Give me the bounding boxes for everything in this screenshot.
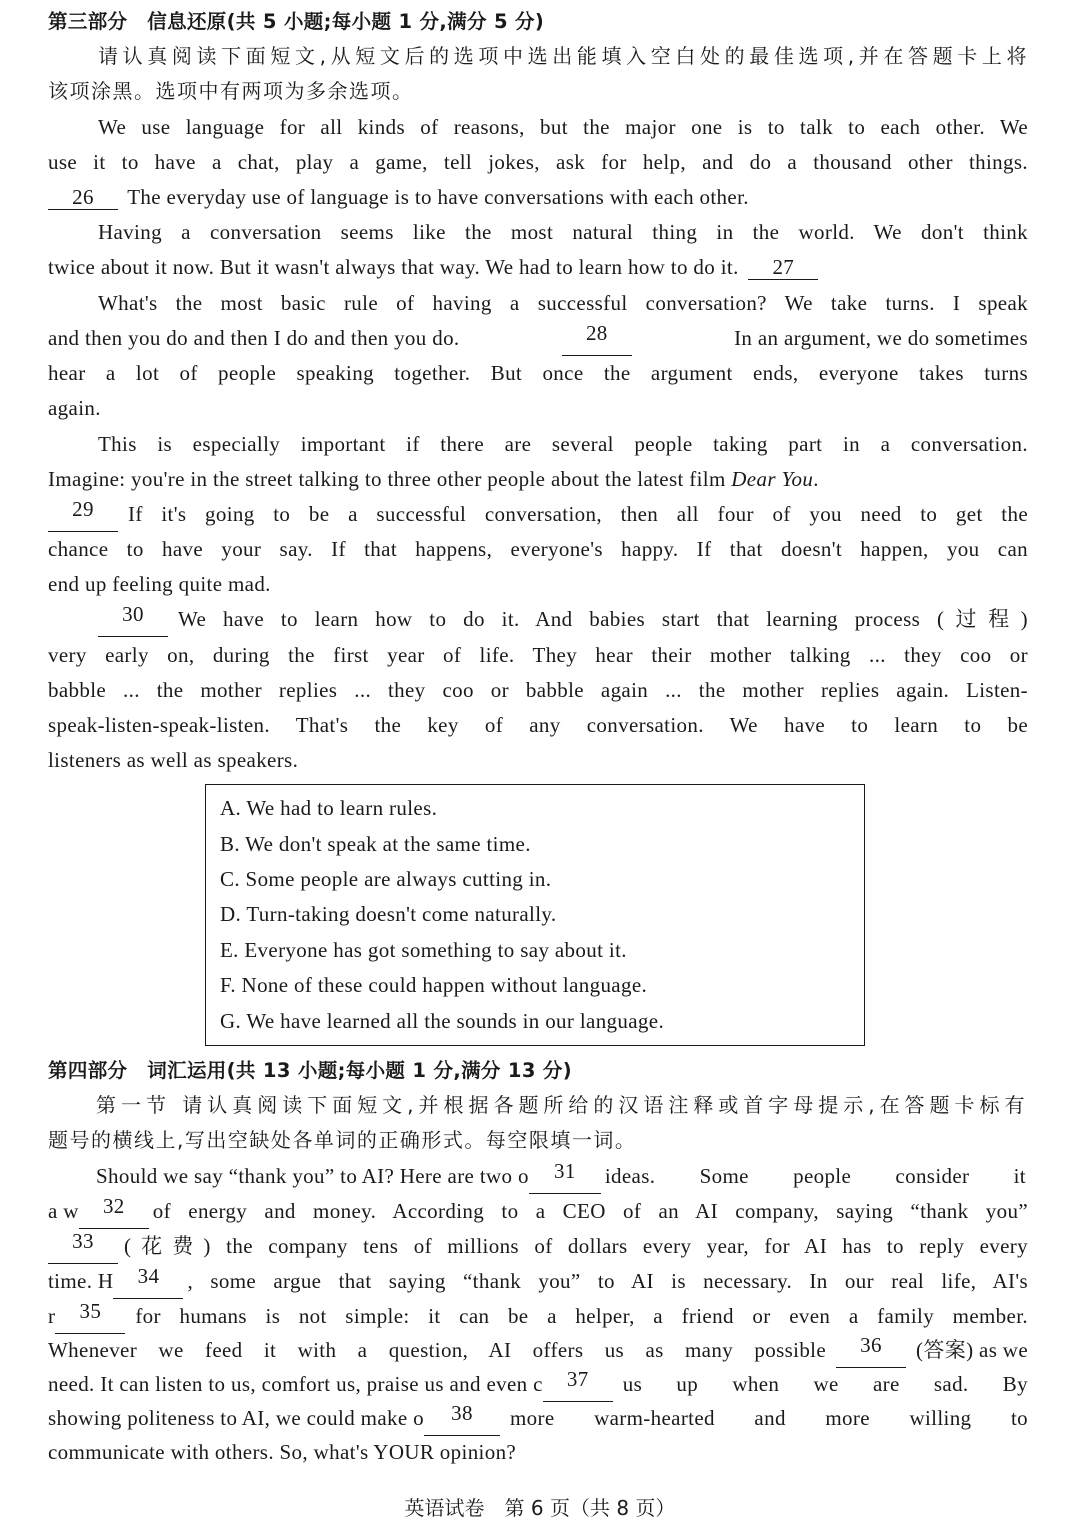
p4-line3 bbox=[48, 497, 1028, 532]
p6-line1 bbox=[96, 1159, 1026, 1194]
p6-line6-text-a: Whenever we feed it with a question, AI offers us as many possible bbox=[48, 1338, 827, 1362]
film-title: Dear You bbox=[731, 467, 814, 491]
p6-line2 bbox=[48, 1194, 1028, 1229]
p2-line2 bbox=[48, 250, 1028, 285]
p6-line8-text-a: showing politeness to AI, we could make o bbox=[48, 1406, 424, 1430]
p5-line1-text: We have to learn how to do it. And babies start that learning process (过程) bbox=[178, 607, 1028, 631]
p4-line4: chance to have your say. If that happens, everyone's happy. If that doesn't happen, you can bbox=[48, 537, 1028, 561]
p6-line6-text-b: (答案) as we bbox=[916, 1338, 1028, 1362]
p6-line2-text-b: of energy and money. According to a CEO of an AI company, saying “thank you” bbox=[152, 1199, 1028, 1223]
p6-line7-text-b: us up when we are sad. By bbox=[622, 1372, 1028, 1396]
p5-line1 bbox=[98, 602, 1028, 637]
p3-line4: again. bbox=[48, 396, 101, 420]
p6-line2-text-a: a w bbox=[48, 1199, 79, 1223]
p6-line4-text-a: time. H bbox=[48, 1269, 114, 1293]
p1-line3-text: The everyday use of language is to have conversations with each other. bbox=[127, 185, 749, 209]
option-b[interactable]: B. We don't speak at the same time. bbox=[220, 832, 531, 856]
blank-28[interactable]: 28 bbox=[562, 321, 632, 356]
p4-line2 bbox=[48, 462, 1028, 497]
p3-line2 bbox=[48, 321, 1028, 356]
p3-line3: hear a lot of people speaking together. But once the argument ends, everyone takes turns bbox=[48, 361, 1028, 385]
p3-line2-text-b: In an argument, we do sometimes bbox=[734, 326, 1028, 350]
p4-line3-text: If it's going to be a successful conversation, then all four of you need to get the bbox=[128, 502, 1028, 526]
p4-line1: This is especially important if there are several people taking part in a conversation. bbox=[98, 432, 1028, 456]
p6-line3 bbox=[48, 1229, 1028, 1264]
blank-34[interactable]: 34 bbox=[113, 1264, 183, 1299]
p6-line3-text: (花费) the company tens of millions of dollars every year, for AI has to reply every bbox=[124, 1234, 1028, 1258]
option-a[interactable]: A. We had to learn rules. bbox=[220, 796, 438, 820]
p1-line2: use it to have a chat, play a game, tell jokes, ask for help, and do a thousand other things. bbox=[48, 150, 1028, 174]
p4-line2-text: Imagine: you're in the street talking to three other people about the latest film bbox=[48, 467, 726, 491]
blank-38[interactable]: 38 bbox=[424, 1401, 500, 1436]
p2-line1: Having a conversation seems like the most natural thing in the world. We don't think bbox=[98, 220, 1028, 244]
p6-line1-text-a: Should we say “thank you” to AI? Here are two o bbox=[96, 1164, 529, 1188]
part3-instruction-line1: 请认真阅读下面短文,从短文后的选项中选出能填入空白处的最佳选项,并在答题卡上将 bbox=[98, 44, 1028, 68]
blank-26[interactable]: 26 bbox=[48, 185, 118, 210]
blank-30[interactable]: 30 bbox=[98, 602, 168, 637]
p1-line3 bbox=[48, 180, 1028, 215]
option-c[interactable]: C. Some people are always cutting in. bbox=[220, 867, 552, 891]
p5-line4: speak-listen-speak-listen. That's the key of any conversation. We have to learn to be bbox=[48, 713, 1028, 737]
page-footer: 英语试卷 第 6 页（共 8 页） bbox=[404, 1496, 676, 1520]
p6-line4-text-b: , some argue that saying “thank you” to AI is necessary. In our real life, AI's bbox=[187, 1269, 1028, 1293]
part4-heading: 第四部分 词汇运用(共 13 小题;每小题 1 分,满分 13 分) bbox=[48, 1059, 573, 1082]
p5-line2: very early on, during the first year of life. They hear their mother talking ... they coo or bbox=[48, 643, 1028, 667]
part3-instruction-line2: 该项涂黑。选项中有两项为多余选项。 bbox=[48, 79, 414, 103]
p3-line2-text-a: and then you do and then I do and then you do. bbox=[48, 326, 460, 350]
option-d[interactable]: D. Turn-taking doesn't come naturally. bbox=[220, 902, 557, 926]
p6-line8 bbox=[48, 1401, 1028, 1436]
p6-line5-text-a: r bbox=[48, 1304, 56, 1328]
blank-29[interactable]: 29 bbox=[48, 497, 118, 532]
blank-32[interactable]: 32 bbox=[79, 1194, 149, 1229]
p2-line2-text: twice about it now. But it wasn't always that way. We had to learn how to do it. bbox=[48, 255, 739, 279]
p6-line9: communicate with others. So, what's YOUR opinion? bbox=[48, 1440, 517, 1464]
blank-35[interactable]: 35 bbox=[55, 1299, 125, 1334]
p6-line4 bbox=[48, 1264, 1028, 1299]
p6-line8-text-b: more warm-hearted and more willing to bbox=[509, 1406, 1028, 1430]
p6-line5 bbox=[48, 1299, 1028, 1334]
option-f[interactable]: F. None of these could happen without language. bbox=[220, 973, 648, 997]
p5-line3: babble ... the mother replies ... they coo or babble again ... the mother replies again. Listen- bbox=[48, 678, 1028, 702]
p6-line5-text-b: for humans is not simple: it can be a helper, a friend or even a family member. bbox=[135, 1304, 1028, 1328]
blank-36[interactable]: 36 bbox=[836, 1333, 906, 1368]
p6-line7-text-a: need. It can listen to us, comfort us, praise us and even c bbox=[48, 1372, 543, 1396]
part4-instruction-line1: 第一节 请认真阅读下面短文,并根据各题所给的汉语注释或首字母提示,在答题卡标有 bbox=[96, 1093, 1026, 1117]
part3-heading: 第三部分 信息还原(共 5 小题;每小题 1 分,满分 5 分) bbox=[48, 10, 545, 33]
blank-37[interactable]: 37 bbox=[543, 1367, 613, 1402]
blank-33[interactable]: 33 bbox=[48, 1229, 118, 1264]
options-box bbox=[205, 784, 865, 1046]
p4-line2-period: . bbox=[813, 467, 819, 491]
blank-27[interactable]: 27 bbox=[748, 255, 818, 280]
p6-line6 bbox=[48, 1333, 1028, 1368]
p4-line5: end up feeling quite mad. bbox=[48, 572, 271, 596]
p5-line5: listeners as well as speakers. bbox=[48, 748, 299, 772]
part4-instruction-line2: 题号的横线上,写出空缺处各单词的正确形式。每空限填一词。 bbox=[48, 1128, 637, 1152]
option-e[interactable]: E. Everyone has got something to say about it. bbox=[220, 938, 627, 962]
blank-31[interactable]: 31 bbox=[529, 1159, 601, 1194]
p6-line1-text-b: ideas. Some people consider it bbox=[604, 1164, 1026, 1188]
option-g[interactable]: G. We have learned all the sounds in our language. bbox=[220, 1009, 665, 1033]
p6-line7 bbox=[48, 1367, 1028, 1402]
p3-line1: What's the most basic rule of having a successful conversation? We take turns. I speak bbox=[98, 291, 1028, 315]
p1-line1: We use language for all kinds of reasons, but the major one is to talk to each other. We bbox=[98, 115, 1028, 139]
